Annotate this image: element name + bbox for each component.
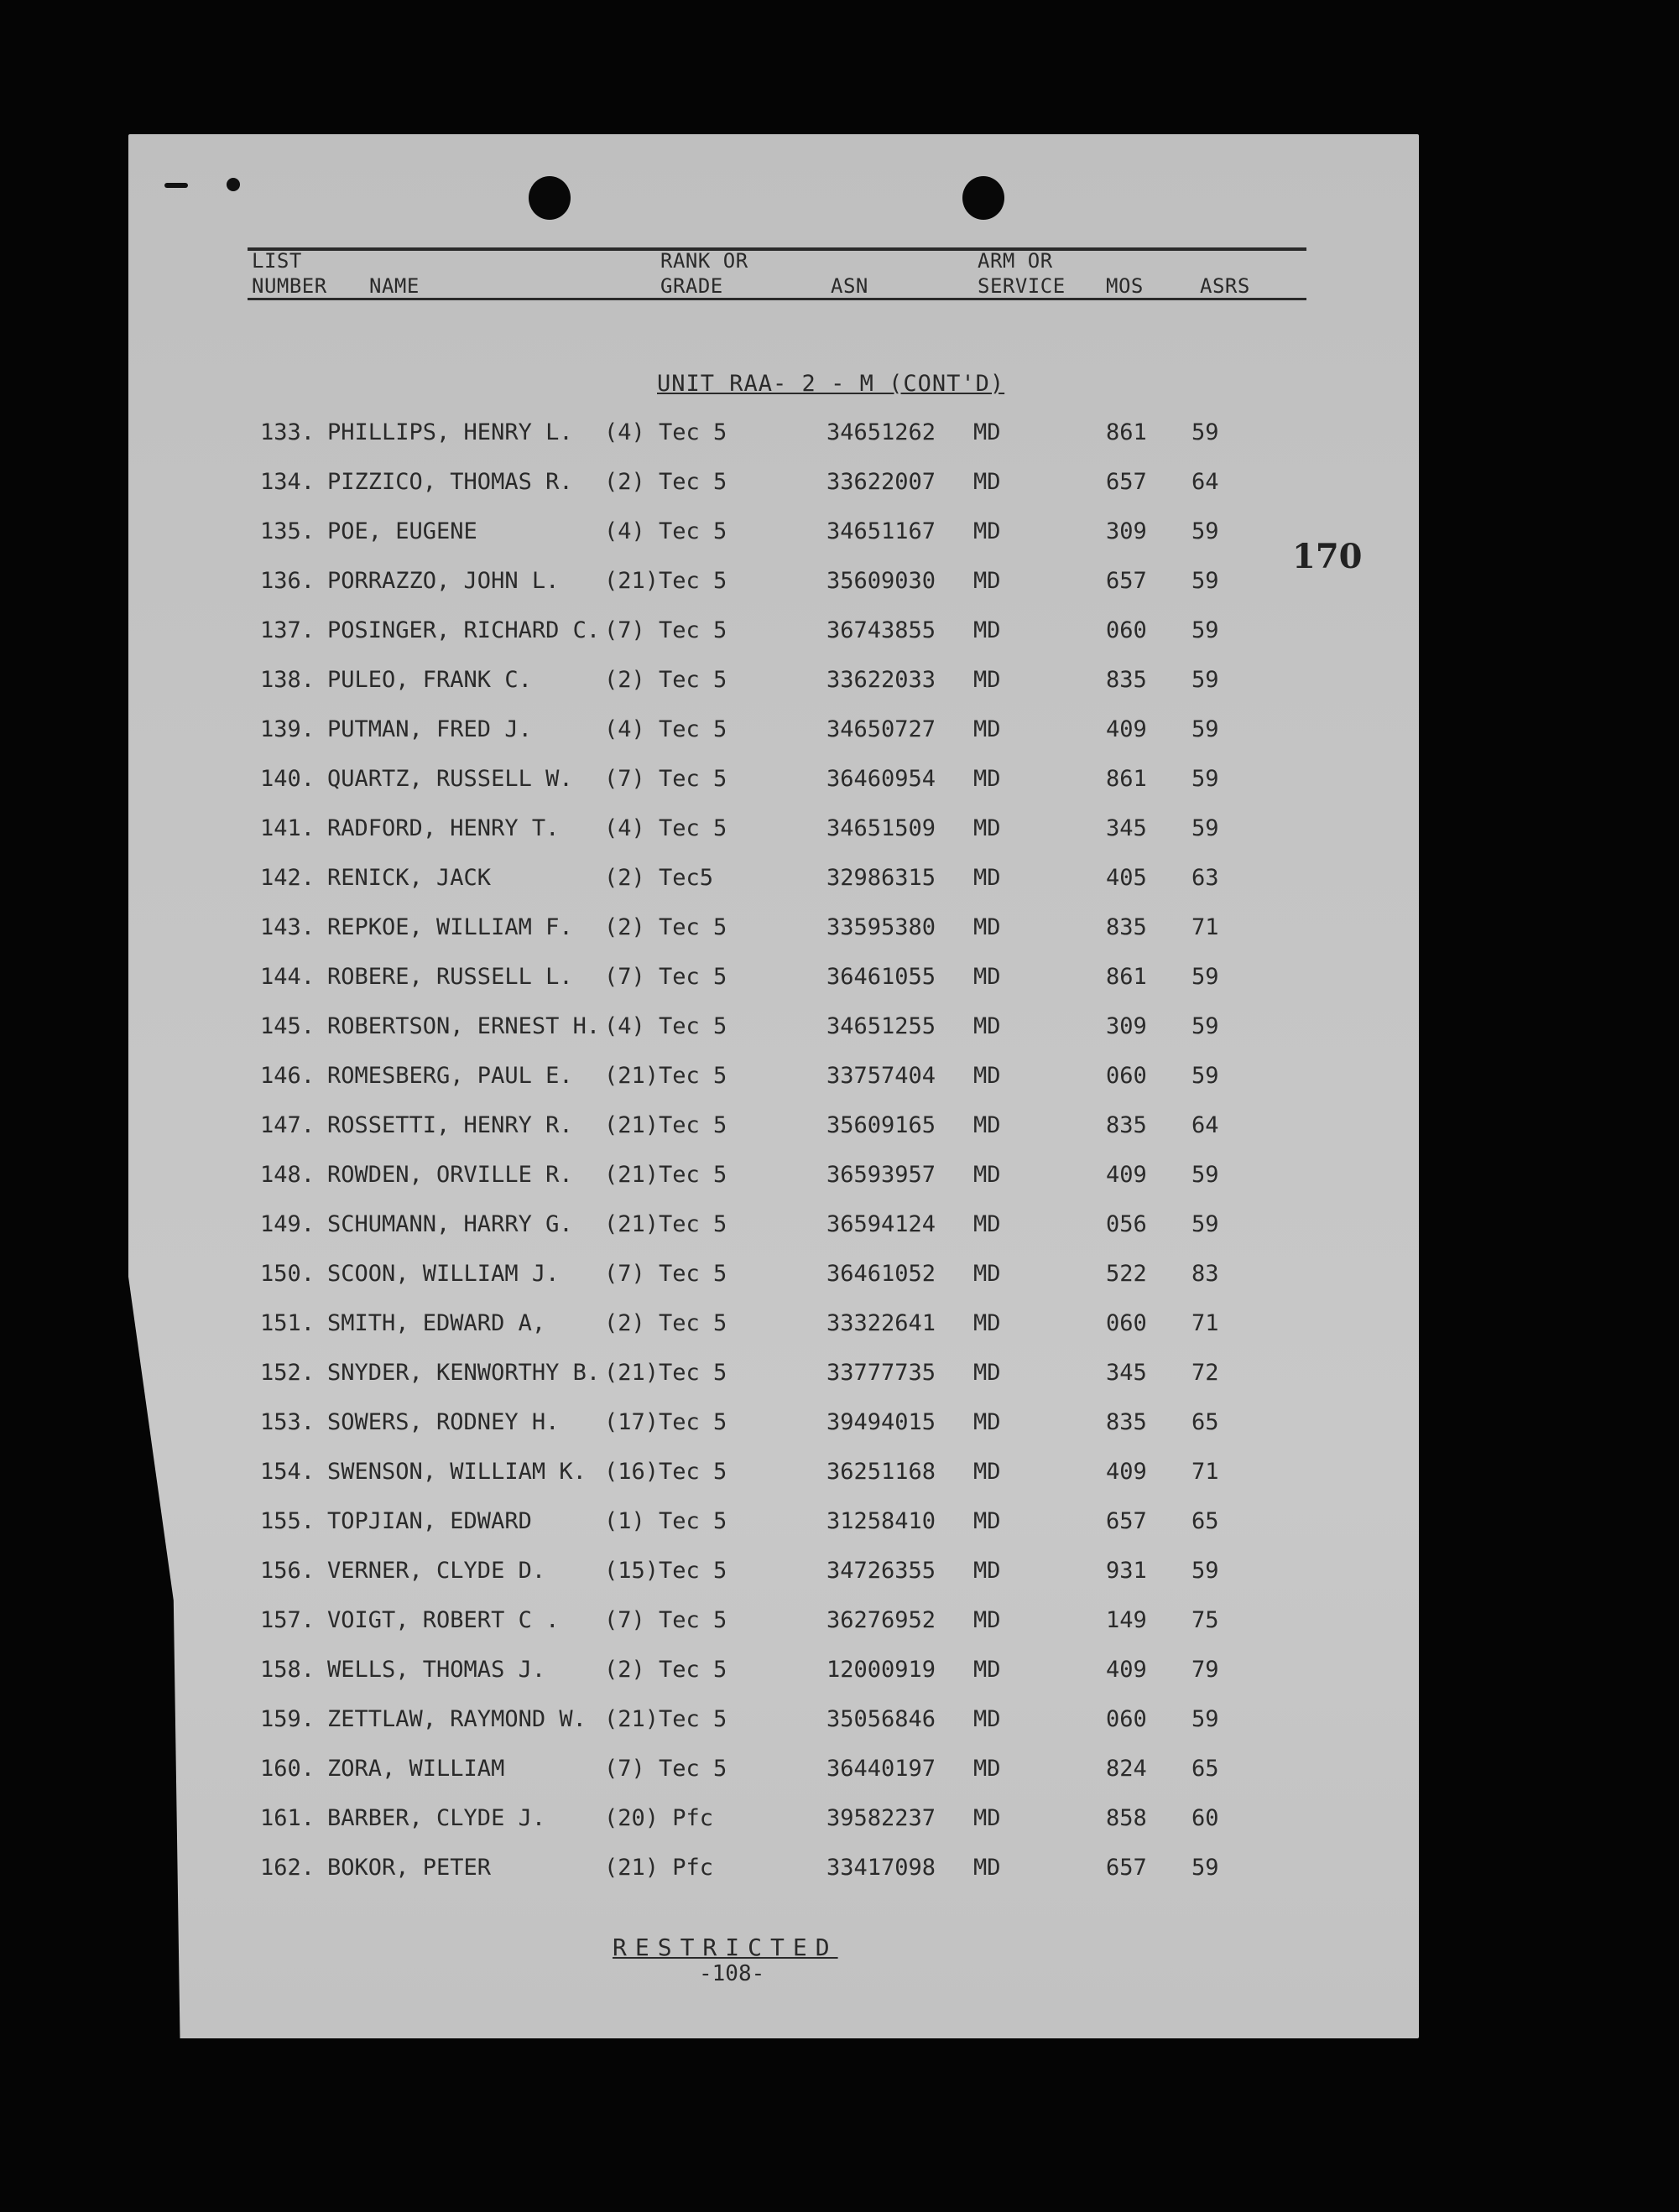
mos-code: 858 [1106, 1805, 1147, 1831]
asn-value: 34651262 [826, 419, 936, 445]
mos-code: 931 [1106, 1558, 1147, 1584]
arm-service: MD [973, 1360, 1001, 1386]
list-number: 148. [260, 1162, 315, 1188]
soldier-name: POE, EUGENE [327, 518, 477, 544]
soldier-name: VOIGT, ROBERT C . [327, 1607, 560, 1633]
list-number: 152. [260, 1360, 315, 1386]
mos-code: 835 [1106, 667, 1147, 693]
asn-value: 33417098 [826, 1855, 936, 1881]
soldier-name: BARBER, CLYDE J. [327, 1805, 546, 1831]
asrs-score: 71 [1191, 914, 1219, 940]
roster-row [0, 1211, 1679, 1245]
rank-grade: (2) Tec 5 [604, 469, 727, 495]
header-top-rule [248, 247, 1306, 251]
asrs-score: 75 [1191, 1607, 1219, 1633]
soldier-name: QUARTZ, RUSSELL W. [327, 766, 573, 792]
list-number: 158. [260, 1657, 315, 1683]
rank-grade: (4) Tec 5 [604, 1013, 727, 1039]
rank-grade: (7) Tec 5 [604, 964, 727, 990]
roster-row [0, 568, 1679, 601]
mos-code: 657 [1106, 1508, 1147, 1534]
arm-service: MD [973, 1162, 1001, 1188]
arm-service: MD [973, 1459, 1001, 1485]
rank-grade: (2) Tec 5 [604, 1657, 727, 1683]
roster-row [0, 1310, 1679, 1344]
asn-value: 36276952 [826, 1607, 936, 1633]
restricted-marking: RESTRICTED [613, 1934, 838, 1961]
soldier-name: TOPJIAN, EDWARD [327, 1508, 532, 1534]
mos-code: 149 [1106, 1607, 1147, 1633]
asrs-score: 72 [1191, 1360, 1219, 1386]
arm-service: MD [973, 1211, 1001, 1237]
rank-grade: (21) Pfc [604, 1855, 714, 1881]
list-number: 154. [260, 1459, 315, 1485]
rank-grade: (20) Pfc [604, 1805, 714, 1831]
arm-service: MD [973, 1310, 1001, 1336]
asrs-score: 71 [1191, 1459, 1219, 1485]
asrs-score: 59 [1191, 964, 1219, 990]
ink-speck [164, 183, 188, 188]
roster-row [0, 914, 1679, 948]
header-service-label: SERVICE [978, 274, 1066, 298]
soldier-name: BOKOR, PETER [327, 1855, 492, 1881]
header-number-label: NUMBER [252, 274, 327, 298]
asn-value: 12000919 [826, 1657, 936, 1683]
asrs-score: 59 [1191, 419, 1219, 445]
list-number: 145. [260, 1013, 315, 1039]
asrs-score: 59 [1191, 716, 1219, 742]
mos-code: 835 [1106, 1409, 1147, 1435]
asn-value: 36440197 [826, 1756, 936, 1782]
arm-service: MD [973, 964, 1001, 990]
roster-row [0, 1063, 1679, 1096]
arm-service: MD [973, 1063, 1001, 1089]
list-number: 156. [260, 1558, 315, 1584]
list-number: 144. [260, 964, 315, 990]
mos-code: 056 [1106, 1211, 1147, 1237]
mos-code: 309 [1106, 1013, 1147, 1039]
soldier-name: ROBERTSON, ERNEST H. [327, 1013, 601, 1039]
soldier-name: PULEO, FRANK C. [327, 667, 532, 693]
roster-row [0, 1805, 1679, 1839]
page-stamp-number: 170 [1292, 537, 1363, 576]
mos-code: 835 [1106, 1112, 1147, 1138]
arm-service: MD [973, 518, 1001, 544]
soldier-name: ZETTLAW, RAYMOND W. [327, 1706, 587, 1732]
rank-grade: (21)Tec 5 [604, 1706, 727, 1732]
mos-code: 060 [1106, 617, 1147, 643]
roster-row [0, 419, 1679, 453]
asrs-score: 59 [1191, 1063, 1219, 1089]
list-number: 151. [260, 1310, 315, 1336]
asn-value: 35609165 [826, 1112, 936, 1138]
asn-value: 36743855 [826, 617, 936, 643]
rank-grade: (21)Tec 5 [604, 568, 727, 594]
asrs-score: 59 [1191, 1855, 1219, 1881]
soldier-name: SCHUMANN, HARRY G. [327, 1211, 573, 1237]
arm-service: MD [973, 766, 1001, 792]
soldier-name: ROBERE, RUSSELL L. [327, 964, 573, 990]
arm-service: MD [973, 1409, 1001, 1435]
asrs-score: 60 [1191, 1805, 1219, 1831]
arm-service: MD [973, 1013, 1001, 1039]
arm-service: MD [973, 1706, 1001, 1732]
roster-row [0, 1409, 1679, 1443]
list-number: 147. [260, 1112, 315, 1138]
list-number: 136. [260, 568, 315, 594]
asrs-score: 59 [1191, 1211, 1219, 1237]
asrs-score: 63 [1191, 865, 1219, 891]
roster-row [0, 1706, 1679, 1740]
rank-grade: (21)Tec 5 [604, 1360, 727, 1386]
mos-code: 409 [1106, 1657, 1147, 1683]
list-number: 153. [260, 1409, 315, 1435]
header-list-label: LIST [252, 249, 302, 273]
header-arm-label: ARM OR [978, 249, 1053, 273]
roster-row [0, 617, 1679, 651]
arm-service: MD [973, 914, 1001, 940]
header-grade-label: GRADE [660, 274, 723, 298]
roster-row [0, 1508, 1679, 1542]
rank-grade: (7) Tec 5 [604, 1261, 727, 1287]
list-number: 162. [260, 1855, 315, 1881]
roster-row [0, 1756, 1679, 1789]
asrs-score: 64 [1191, 1112, 1219, 1138]
roster-row [0, 1162, 1679, 1195]
asn-value: 34726355 [826, 1558, 936, 1584]
asn-value: 33622033 [826, 667, 936, 693]
soldier-name: PORRAZZO, JOHN L. [327, 568, 560, 594]
roster-row [0, 964, 1679, 997]
mos-code: 409 [1106, 1162, 1147, 1188]
asn-value: 36593957 [826, 1162, 936, 1188]
arm-service: MD [973, 716, 1001, 742]
asn-value: 33622007 [826, 469, 936, 495]
rank-grade: (7) Tec 5 [604, 617, 727, 643]
list-number: 134. [260, 469, 315, 495]
asn-value: 33777735 [826, 1360, 936, 1386]
asn-value: 31258410 [826, 1508, 936, 1534]
roster-row [0, 1855, 1679, 1888]
roster-row [0, 667, 1679, 700]
rank-grade: (7) Tec 5 [604, 1756, 727, 1782]
mos-code: 409 [1106, 716, 1147, 742]
mos-code: 835 [1106, 914, 1147, 940]
list-number: 133. [260, 419, 315, 445]
asrs-score: 65 [1191, 1409, 1219, 1435]
roster-row [0, 1558, 1679, 1591]
soldier-name: SCOON, WILLIAM J. [327, 1261, 560, 1287]
asrs-score: 59 [1191, 518, 1219, 544]
header-asn-label: ASN [831, 274, 868, 298]
arm-service: MD [973, 469, 1001, 495]
soldier-name: ZORA, WILLIAM [327, 1756, 505, 1782]
soldier-name: POSINGER, RICHARD C. [327, 617, 601, 643]
rank-grade: (15)Tec 5 [604, 1558, 727, 1584]
asrs-score: 59 [1191, 667, 1219, 693]
soldier-name: SOWERS, RODNEY H. [327, 1409, 560, 1435]
soldier-name: ROSSETTI, HENRY R. [327, 1112, 573, 1138]
rank-grade: (7) Tec 5 [604, 766, 727, 792]
list-number: 143. [260, 914, 315, 940]
roster-row [0, 1261, 1679, 1294]
asrs-score: 59 [1191, 568, 1219, 594]
list-number: 142. [260, 865, 315, 891]
mos-code: 861 [1106, 419, 1147, 445]
asn-value: 33322641 [826, 1310, 936, 1336]
roster-row [0, 815, 1679, 849]
list-number: 160. [260, 1756, 315, 1782]
arm-service: MD [973, 1112, 1001, 1138]
mos-code: 824 [1106, 1756, 1147, 1782]
roster-row [0, 716, 1679, 750]
rank-grade: (4) Tec 5 [604, 815, 727, 841]
asn-value: 36461055 [826, 964, 936, 990]
list-number: 146. [260, 1063, 315, 1089]
roster-row [0, 1607, 1679, 1641]
list-number: 141. [260, 815, 315, 841]
rank-grade: (2) Tec5 [604, 865, 714, 891]
asrs-score: 79 [1191, 1657, 1219, 1683]
asrs-score: 59 [1191, 1706, 1219, 1732]
rank-grade: (21)Tec 5 [604, 1112, 727, 1138]
page-number: -108- [699, 1961, 765, 1986]
arm-service: MD [973, 1855, 1001, 1881]
mos-code: 060 [1106, 1063, 1147, 1089]
arm-service: MD [973, 1756, 1001, 1782]
arm-service: MD [973, 865, 1001, 891]
rank-grade: (2) Tec 5 [604, 914, 727, 940]
asn-value: 35056846 [826, 1706, 936, 1732]
list-number: 161. [260, 1805, 315, 1831]
asrs-score: 59 [1191, 1013, 1219, 1039]
asrs-score: 65 [1191, 1508, 1219, 1534]
soldier-name: RENICK, JACK [327, 865, 492, 891]
ink-speck [227, 178, 240, 191]
arm-service: MD [973, 1261, 1001, 1287]
punch-hole-right [962, 176, 1004, 220]
arm-service: MD [973, 617, 1001, 643]
soldier-name: ROWDEN, ORVILLE R. [327, 1162, 573, 1188]
rank-grade: (7) Tec 5 [604, 1607, 727, 1633]
asn-value: 34651509 [826, 815, 936, 841]
list-number: 150. [260, 1261, 315, 1287]
rank-grade: (2) Tec 5 [604, 667, 727, 693]
asrs-score: 65 [1191, 1756, 1219, 1782]
roster-row [0, 469, 1679, 502]
rank-grade: (21)Tec 5 [604, 1063, 727, 1089]
arm-service: MD [973, 1558, 1001, 1584]
soldier-name: SNYDER, KENWORTHY B. [327, 1360, 601, 1386]
roster-row [0, 865, 1679, 898]
header-rank-label: RANK OR [660, 249, 748, 273]
rank-grade: (21)Tec 5 [604, 1162, 727, 1188]
rank-grade: (4) Tec 5 [604, 716, 727, 742]
asn-value: 33595380 [826, 914, 936, 940]
mos-code: 405 [1106, 865, 1147, 891]
soldier-name: PHILLIPS, HENRY L. [327, 419, 573, 445]
asn-value: 36594124 [826, 1211, 936, 1237]
list-number: 155. [260, 1508, 315, 1534]
rank-grade: (21)Tec 5 [604, 1211, 727, 1237]
asrs-score: 59 [1191, 766, 1219, 792]
asn-value: 34651255 [826, 1013, 936, 1039]
mos-code: 345 [1106, 815, 1147, 841]
arm-service: MD [973, 815, 1001, 841]
roster-row [0, 1657, 1679, 1690]
roster-row [0, 518, 1679, 552]
list-number: 140. [260, 766, 315, 792]
header-mos-label: MOS [1106, 274, 1144, 298]
mos-code: 861 [1106, 766, 1147, 792]
asn-value: 39582237 [826, 1805, 936, 1831]
roster-row [0, 766, 1679, 799]
mos-code: 060 [1106, 1706, 1147, 1732]
list-number: 149. [260, 1211, 315, 1237]
asrs-score: 59 [1191, 1558, 1219, 1584]
asn-value: 36460954 [826, 766, 936, 792]
asn-value: 36461052 [826, 1261, 936, 1287]
asn-value: 32986315 [826, 865, 936, 891]
arm-service: MD [973, 1607, 1001, 1633]
asn-value: 36251168 [826, 1459, 936, 1485]
rank-grade: (2) Tec 5 [604, 1310, 727, 1336]
arm-service: MD [973, 1805, 1001, 1831]
header-name-label: NAME [369, 274, 420, 298]
soldier-name: SWENSON, WILLIAM K. [327, 1459, 587, 1485]
list-number: 138. [260, 667, 315, 693]
soldier-name: VERNER, CLYDE D. [327, 1558, 546, 1584]
arm-service: MD [973, 1657, 1001, 1683]
soldier-name: ROMESBERG, PAUL E. [327, 1063, 573, 1089]
arm-service: MD [973, 419, 1001, 445]
arm-service: MD [973, 568, 1001, 594]
rank-grade: (4) Tec 5 [604, 518, 727, 544]
mos-code: 657 [1106, 568, 1147, 594]
asn-value: 34650727 [826, 716, 936, 742]
asrs-score: 59 [1191, 617, 1219, 643]
roster-row [0, 1360, 1679, 1393]
rank-grade: (16)Tec 5 [604, 1459, 727, 1485]
mos-code: 657 [1106, 469, 1147, 495]
list-number: 139. [260, 716, 315, 742]
roster-row [0, 1013, 1679, 1047]
arm-service: MD [973, 1508, 1001, 1534]
soldier-name: PUTMAN, FRED J. [327, 716, 532, 742]
roster-row [0, 1459, 1679, 1492]
list-number: 135. [260, 518, 315, 544]
unit-title: UNIT RAA- 2 - M (CONT'D) [657, 371, 1005, 397]
rank-grade: (1) Tec 5 [604, 1508, 727, 1534]
mos-code: 409 [1106, 1459, 1147, 1485]
asrs-score: 59 [1191, 1162, 1219, 1188]
mos-code: 345 [1106, 1360, 1147, 1386]
roster-row [0, 1112, 1679, 1146]
soldier-name: REPKOE, WILLIAM F. [327, 914, 573, 940]
asn-value: 34651167 [826, 518, 936, 544]
asrs-score: 83 [1191, 1261, 1219, 1287]
arm-service: MD [973, 667, 1001, 693]
list-number: 157. [260, 1607, 315, 1633]
rank-grade: (4) Tec 5 [604, 419, 727, 445]
mos-code: 522 [1106, 1261, 1147, 1287]
soldier-name: WELLS, THOMAS J. [327, 1657, 546, 1683]
mos-code: 657 [1106, 1855, 1147, 1881]
mos-code: 309 [1106, 518, 1147, 544]
asn-value: 39494015 [826, 1409, 936, 1435]
mos-code: 060 [1106, 1310, 1147, 1336]
asrs-score: 59 [1191, 815, 1219, 841]
soldier-name: RADFORD, HENRY T. [327, 815, 560, 841]
list-number: 137. [260, 617, 315, 643]
rank-grade: (17)Tec 5 [604, 1409, 727, 1435]
asrs-score: 71 [1191, 1310, 1219, 1336]
soldier-name: PIZZICO, THOMAS R. [327, 469, 573, 495]
list-number: 159. [260, 1706, 315, 1732]
soldier-name: SMITH, EDWARD A, [327, 1310, 546, 1336]
asrs-score: 64 [1191, 469, 1219, 495]
header-asrs-label: ASRS [1200, 274, 1250, 298]
punch-hole-left [529, 176, 571, 220]
asn-value: 35609030 [826, 568, 936, 594]
mos-code: 861 [1106, 964, 1147, 990]
asn-value: 33757404 [826, 1063, 936, 1089]
